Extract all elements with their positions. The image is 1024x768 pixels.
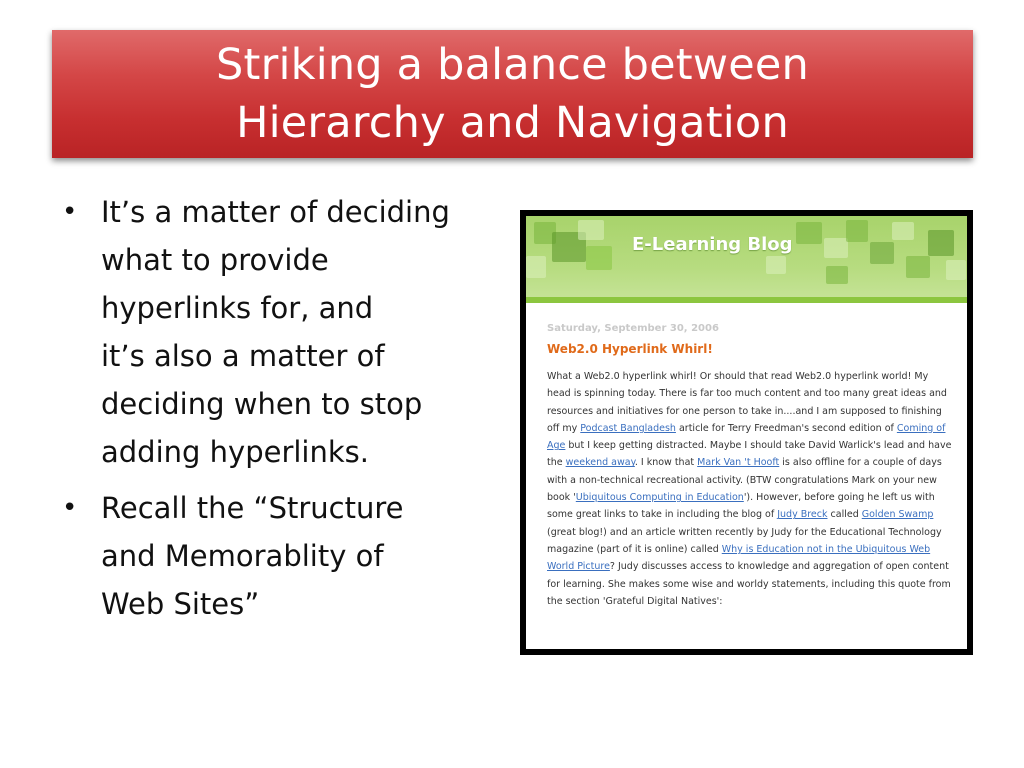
- post-body-link[interactable]: Podcast Bangladesh: [580, 422, 676, 434]
- post-body-link[interactable]: Golden Swamp: [861, 509, 934, 521]
- post-body-text: but I keep getting distracted. Maybe I should take David Warlick's lead and have the: [547, 440, 952, 469]
- post-body-link[interactable]: Ubiquitous Computing in Education: [575, 492, 744, 504]
- bullet-1-line-2: what to provide: [101, 243, 329, 277]
- bullet-2-line-2: and Memorablity of: [101, 539, 384, 573]
- blog-header-band: [526, 297, 967, 303]
- bullet-list: [58, 188, 498, 636]
- bullet-item-recall: [58, 484, 498, 628]
- bullet-item-deciding: [58, 188, 498, 476]
- post-body-text: is also offline for a couple of days with a non-technical recreational activity. (BTW congratulations Mark on your new book ': [547, 457, 942, 504]
- post-body-text: . I know that: [634, 457, 698, 469]
- post-body-link[interactable]: Coming of Age: [547, 422, 946, 452]
- bullet-1-line-3: hyperlinks for, and: [101, 291, 374, 325]
- slide-title-line-1: Striking a balance between: [216, 40, 809, 90]
- slide-title-line-2: Hierarchy and Navigation: [236, 98, 789, 148]
- post-body-text: ? Judy discusses access to knowledge and aggregation of open content for learning. She makes some wise and worldy statements, including this quote from the section 'Grateful Digital Natives':: [547, 561, 951, 607]
- post-body-text: article for Terry Freedman's second edition of: [675, 422, 897, 434]
- post-title[interactable]: Web2.0 Hyperlink Whirl!: [547, 342, 713, 356]
- post-body-text: (great blog!) and an article written recently by Judy for the Educational Technology magazine (part of it is online) called: [547, 526, 942, 555]
- bullet-1-line-1: It’s a matter of deciding: [101, 195, 450, 229]
- blog-screenshot-frame: [520, 210, 973, 655]
- post-body-link[interactable]: Why is Education not in the Ubiquitous Web World Picture: [547, 543, 931, 573]
- post-body-text: '). However, before going he left us with some great links to take in including the blog of: [547, 492, 935, 521]
- post-body: [547, 368, 952, 610]
- bullet-1-line-4: it’s also a matter of: [101, 339, 385, 373]
- post-body-link[interactable]: weekend away: [565, 457, 635, 469]
- bullet-2-line-1: Recall the “Structure: [101, 491, 404, 525]
- blog-screenshot: [526, 216, 967, 649]
- post-body-link[interactable]: Mark Van 't Hooft: [697, 457, 780, 469]
- blog-header-banner: [526, 216, 967, 303]
- bullet-2-line-3: Web Sites”: [101, 587, 260, 621]
- post-date: Saturday, September 30, 2006: [547, 323, 719, 334]
- bullet-dot-icon: •: [62, 197, 78, 227]
- bullet-dot-icon: •: [62, 493, 78, 523]
- post-body-link[interactable]: Judy Breck: [777, 509, 828, 521]
- post-body-text: What a Web2.0 hyperlink whirl! Or should that read Web2.0 hyperlink world! My head is spinning today. There is far too much content and too many great ideas and resources and initiatives for one person to take in....and I am supposed to finishing off my: [547, 371, 947, 434]
- post-body-text: called: [827, 509, 862, 521]
- blog-title: E-Learning Blog: [632, 234, 793, 255]
- bullet-1-line-6: adding hyperlinks.: [101, 435, 369, 469]
- blog-post: [547, 323, 952, 610]
- bullet-1-line-5: deciding when to stop: [101, 387, 423, 421]
- slide-title-bar: [52, 30, 973, 158]
